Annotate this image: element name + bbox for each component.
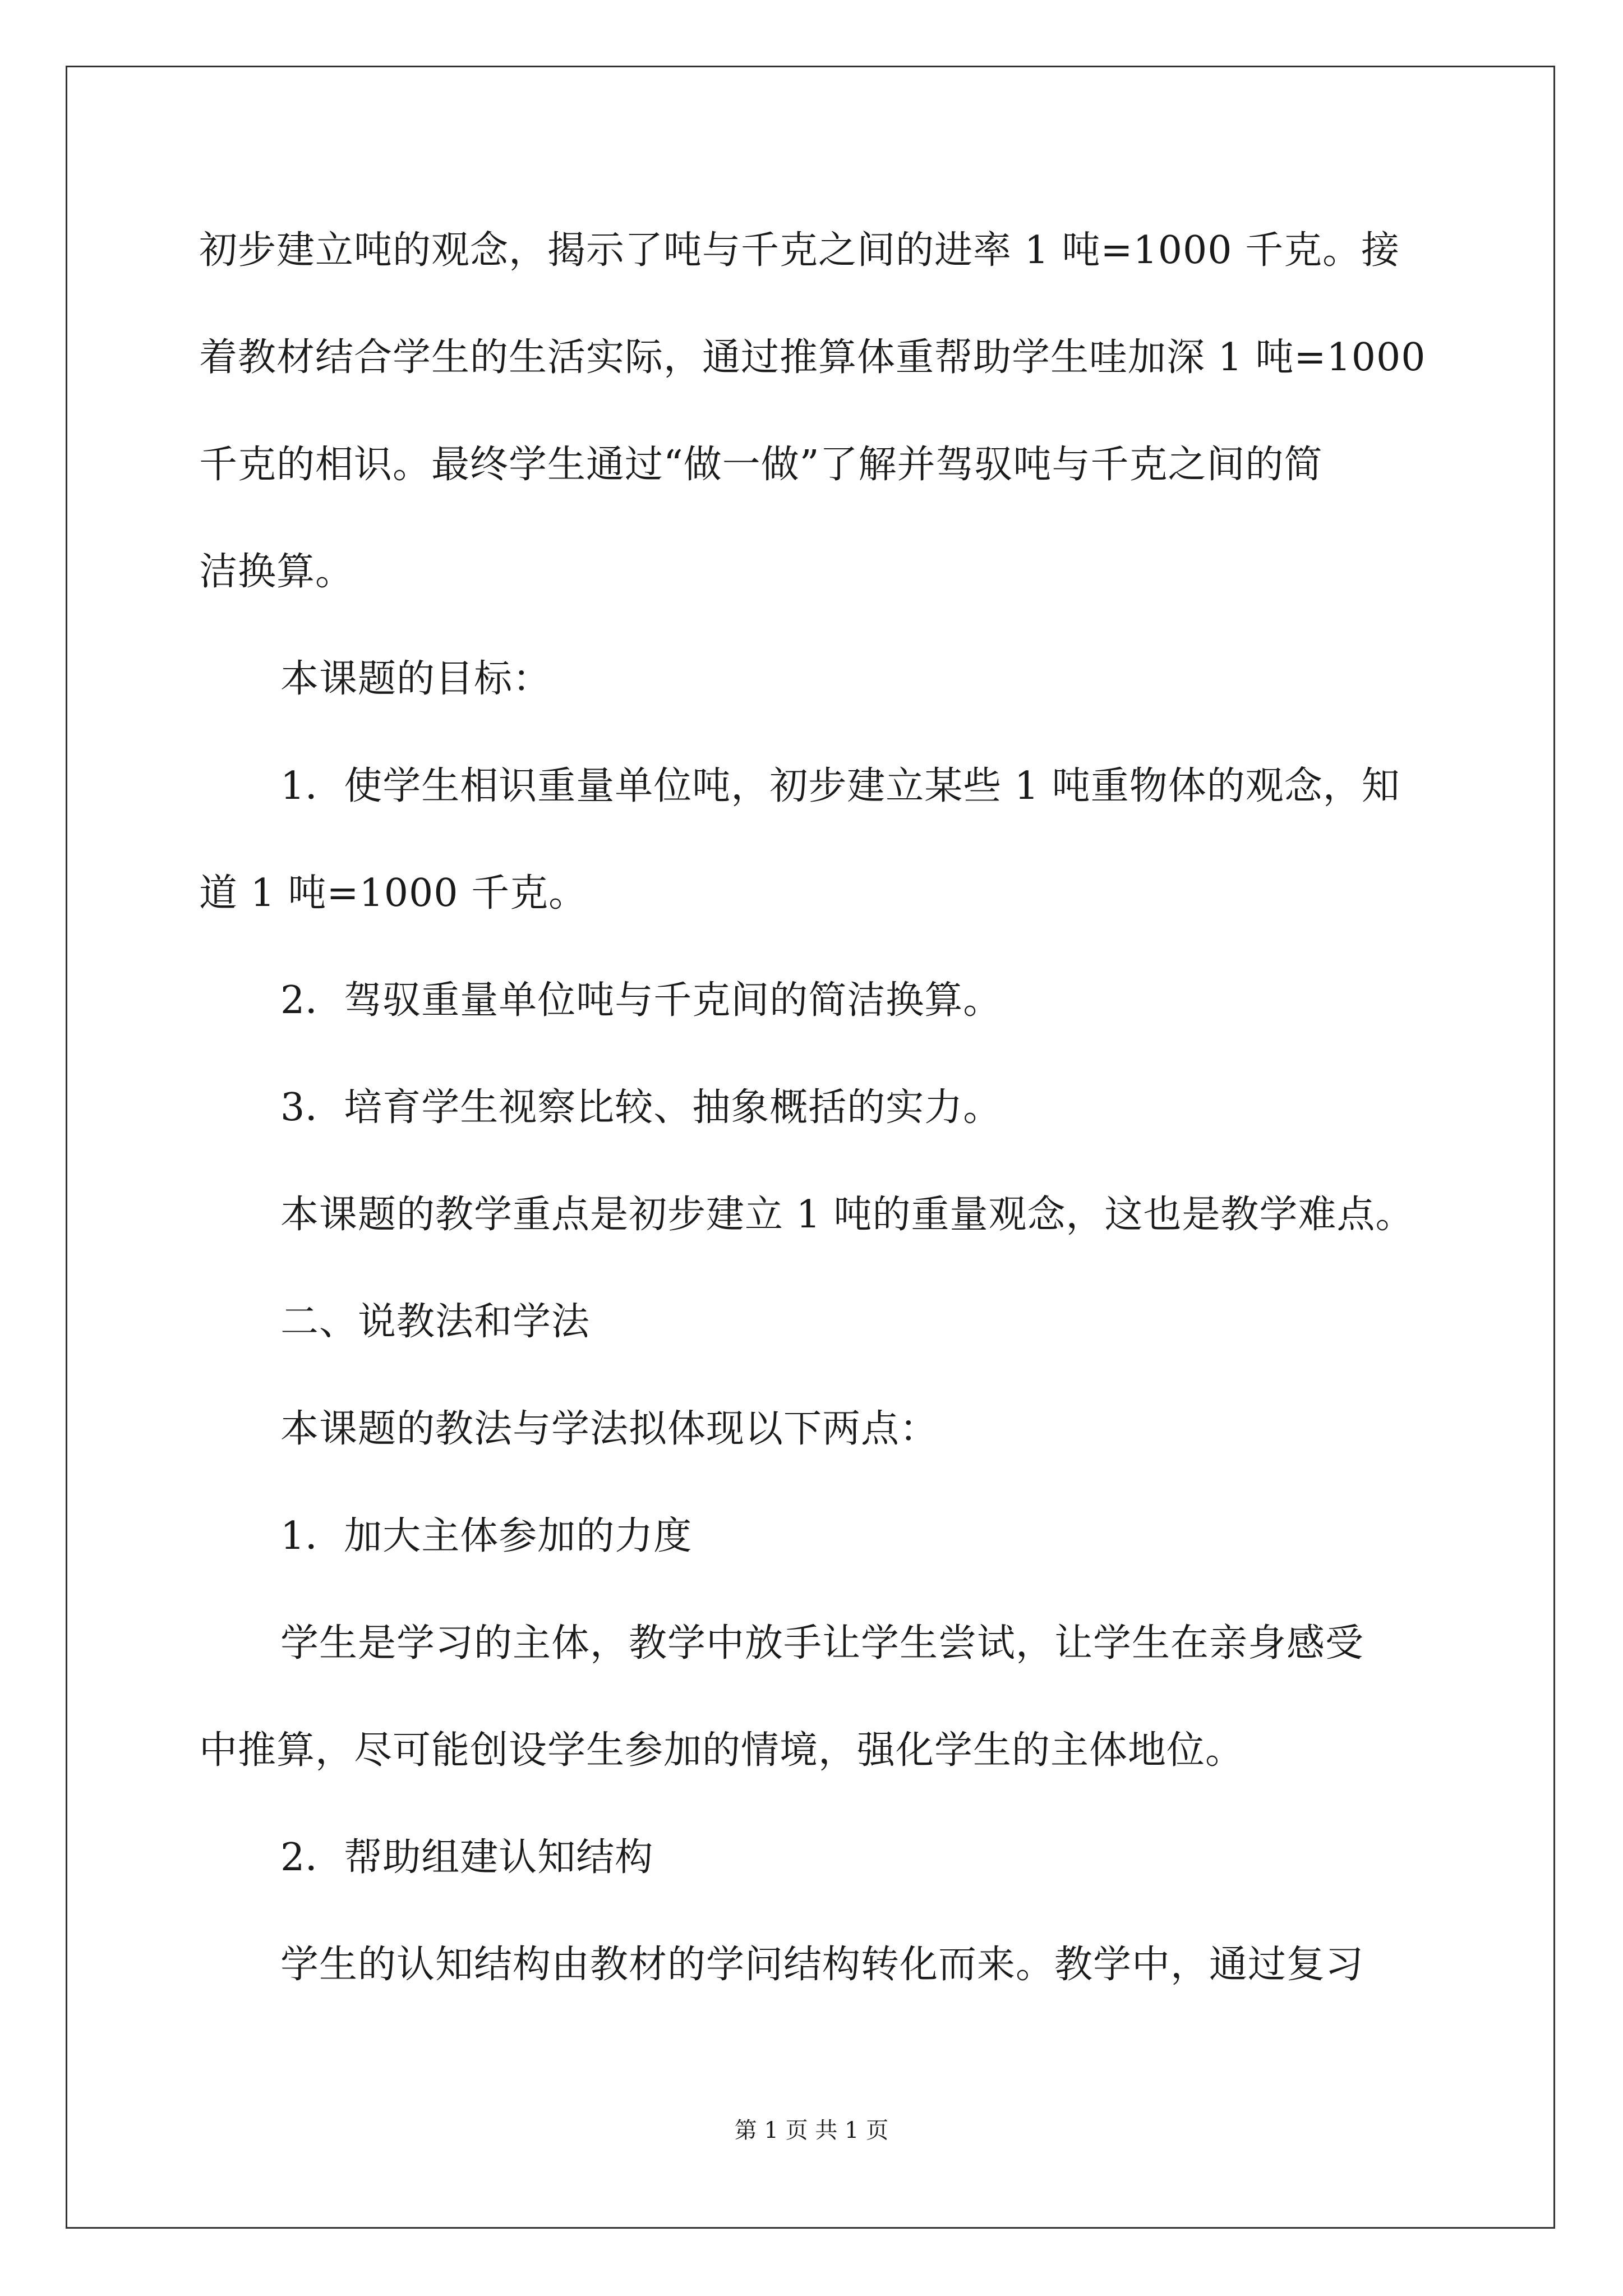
method-item-1-text-cont: 中推算，尽可能创设学生参加的情境，强化学生的主体地位。 bbox=[199, 1728, 1244, 1773]
text-line-4: 洁换算。 bbox=[199, 550, 354, 594]
method-item-1-text: 学生是学习的主体，教学中放手让学生尝试，让学生在亲身感受 bbox=[280, 1621, 1364, 1665]
method-item-2-heading: 2．帮助组建认知结构 bbox=[280, 1835, 654, 1880]
goal-item-3: 3．培育学生视察比较、抽象概括的实力。 bbox=[280, 1085, 1002, 1130]
goal-item-1: 1．使学生相识重量单位吨，初步建立某些 1 吨重物体的观念，知 bbox=[280, 764, 1400, 808]
page-footer: 第 1 页 共 1 页 bbox=[734, 2118, 889, 2143]
text-line-2: 着教材结合学生的生活实际，通过推算体重帮助学生哇加深 1 吨=1000 bbox=[199, 335, 1426, 380]
method-intro: 本课题的教法与学法拟体现以下两点： bbox=[280, 1407, 939, 1451]
method-item-2-text: 学生的认知结构由教材的学问结构转化而来。教学中，通过复习 bbox=[280, 1943, 1364, 1987]
method-item-1-heading: 1．加大主体参加的力度 bbox=[280, 1514, 693, 1558]
section-goal-heading: 本课题的目标： bbox=[280, 657, 552, 701]
key-point-text: 本课题的教学重点是初步建立 1 吨的重量观念，这也是教学难点。 bbox=[280, 1193, 1414, 1237]
page-border bbox=[66, 66, 1555, 2229]
section-2-heading: 二、说教法和学法 bbox=[280, 1300, 591, 1344]
goal-item-2: 2．驾驭重量单位吨与千克间的简洁换算。 bbox=[280, 978, 1002, 1023]
text-line-1: 初步建立吨的观念，揭示了吨与千克之间的进率 1 吨=1000 千克。接 bbox=[199, 228, 1400, 273]
text-line-3: 千克的相识。最终学生通过“做一做”了解并驾驭吨与千克之间的简 bbox=[199, 443, 1323, 487]
goal-item-1-cont: 道 1 吨=1000 千克。 bbox=[199, 871, 588, 915]
